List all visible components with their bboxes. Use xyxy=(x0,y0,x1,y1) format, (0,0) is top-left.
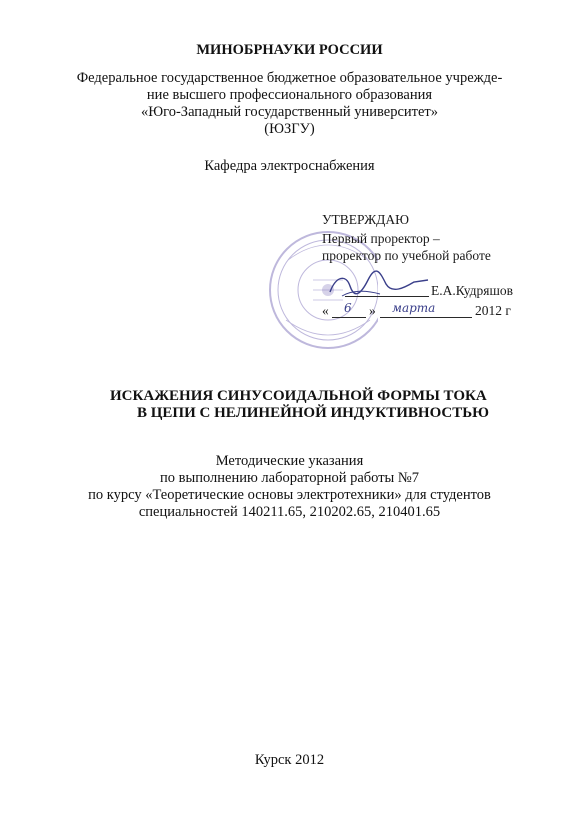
date-month-underline xyxy=(380,317,472,318)
department-name: Кафедра электроснабжения xyxy=(204,158,375,174)
ministry-heading: МИНОБРНАУКИ РОССИИ xyxy=(196,42,383,58)
document-title-line-1: ИСКАЖЕНИЯ СИНУСОИДАЛЬНОЙ ФОРМЫ ТОКА xyxy=(110,388,487,404)
approver-position-line-1: Первый проректор – xyxy=(322,231,440,246)
signature-underline xyxy=(345,296,429,297)
signer-name: Е.А.Кудряшов xyxy=(431,283,513,298)
date-day-handwritten: 6 xyxy=(344,301,352,315)
description-line-2: по выполнению лабораторной работы №7 xyxy=(159,470,419,486)
institution-line-1: Федеральное государственное бюджетное образовательное учрежде- xyxy=(76,70,503,86)
university-name: «Юго-Западный государственный университет» xyxy=(140,104,439,120)
institution-line-2: ние высшего профессионального образования xyxy=(146,87,433,103)
city-and-year: Курск 2012 xyxy=(254,752,325,768)
document-title-line-2: В ЦЕПИ С НЕЛИНЕЙНОЙ ИНДУКТИВНОСТЬЮ xyxy=(137,405,490,421)
date-open-quote: « xyxy=(322,303,329,318)
date-year: 2012 г xyxy=(475,303,511,318)
description-line-4: специальностей 140211.65, 210202.65, 210401.65 xyxy=(138,504,441,520)
description-line-3: по курсу «Теоретические основы электротехники» для студентов xyxy=(88,487,491,503)
university-abbreviation: (ЮЗГУ) xyxy=(264,121,315,137)
date-month-handwritten: марта xyxy=(392,301,436,315)
date-close-quote: » xyxy=(369,303,376,318)
approval-heading: УТВЕРЖДАЮ xyxy=(322,212,410,227)
approver-position-line-2: проректор по учебной работе xyxy=(322,248,491,263)
description-line-1: Методические указания xyxy=(215,453,364,469)
date-day-underline xyxy=(332,317,366,318)
